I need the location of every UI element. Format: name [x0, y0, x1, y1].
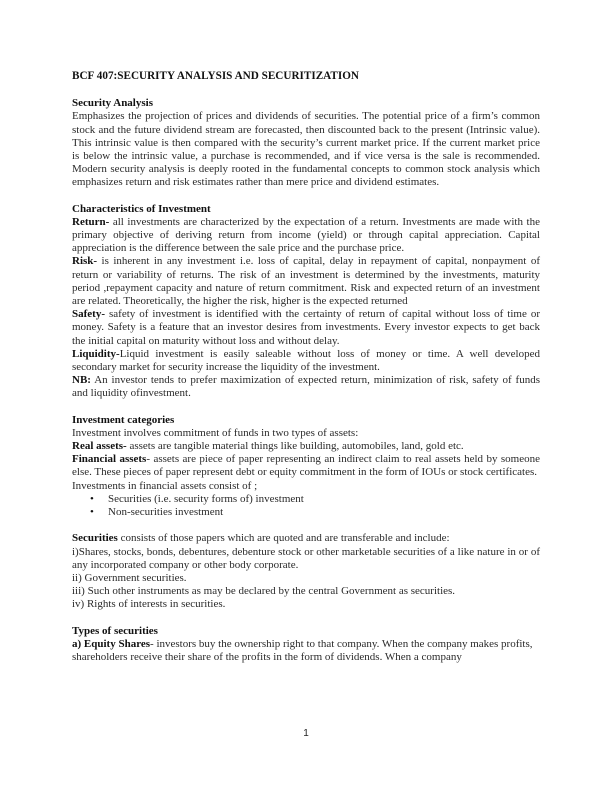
section-types-of-securities: [72, 625, 540, 665]
definition: is inherent in any investment i.e. loss of capital, delay in repayment of capital, nonpayment of return or variability of returns. The risk of an investment is determined by the investments, maturity period ,repayment capacity and nature of return commitment. Risk and expected return of an investment are related. Theoretically, the higher the risk, higher is the expected returned: [72, 255, 540, 308]
page-number: 1: [303, 728, 309, 739]
term: Liquidity-: [72, 347, 120, 360]
securities-intro: [72, 532, 540, 545]
characteristic-return: [72, 216, 540, 256]
section-heading: Investment categories: [72, 413, 175, 426]
definition: An investor tends to prefer maximization of expected return, minimization of risk, safety of funds and liquidity ofinvestment.: [72, 374, 540, 400]
term: Real assets-: [72, 440, 127, 453]
section-security-analysis: [72, 97, 540, 189]
section-heading: Characteristics of Investment: [72, 202, 211, 215]
term: Financial assets: [72, 453, 147, 466]
equity-shares: [72, 638, 540, 664]
securities-item: iii) Such other instruments as may be declared by the central Government as securities.: [72, 585, 456, 598]
term: Risk-: [72, 255, 98, 268]
section-heading: Security Analysis: [72, 97, 153, 110]
section-investment-categories: [72, 414, 540, 520]
paragraph: Emphasizes the projection of prices and dividends of securities. The potential price of a firm’s common stock and the future dividend stream are forecasted, then discounted back to the present (Intrinsic value). This intrinsic value is then compared with the security’s current market price. If the current market price is below the intrinsic value, a purchase is recommended, and if vice versa is the sale is recommended. Modern security analysis is deeply rooted in the fundamental concepts to common stock analysis which emphasizes return and risk estimates rather than mere price and dividend estimates.: [72, 110, 540, 189]
characteristic-risk: [72, 255, 540, 308]
definition: consists of those papers which are quoted and are transferable and include:: [117, 532, 450, 545]
note: [72, 374, 540, 400]
characteristic-liquidity: [72, 348, 540, 374]
paragraph: Investment involves commitment of funds in two types of assets:: [72, 426, 359, 439]
term: a) Equity Shares: [72, 637, 151, 650]
bullet-item: • Securities (i.e. security forms of) investment: [90, 493, 540, 506]
section-characteristics: [72, 203, 540, 401]
term: NB:: [72, 374, 91, 387]
paragraph: Investments in financial assets consist of ;: [72, 479, 258, 492]
document-page: [72, 70, 540, 677]
definition: safety of investment is identified with the certainty of return of capital without loss of time or money. Safety is a feature that an investor desires from investments. Every investor expects to get back the initial capital on maturity without loss and without delay.: [72, 308, 540, 347]
section-securities: [72, 532, 540, 611]
securities-item: i)Shares, stocks, bonds, debentures, debenture stock or other marketable securities of a like nature in or of any incorporated company or other body corporate.: [72, 545, 540, 571]
section-heading: Types of securities: [72, 624, 158, 637]
document-title: BCF 407:SECURITY ANALYSIS AND SECURITIZATION: [72, 70, 360, 82]
definition: Liquid investment is easily saleable without loss of money or time. A well developed secondary market for security increase the liquidity of the investment.: [72, 347, 540, 374]
real-assets: [72, 440, 540, 453]
term: Securities: [72, 532, 118, 545]
securities-item: iv) Rights of interests in securities.: [72, 598, 226, 611]
financial-assets: [72, 453, 540, 479]
definition: all investments are characterized by the expectation of a return. Investments are made with the primary objective of deriving return from income (yield) or through capital appreciation. Capital appreciation is the difference between the sale price and the purchase price.: [72, 215, 540, 255]
bullet-item: • Non-securities investment: [90, 506, 540, 519]
term: Return-: [72, 215, 110, 228]
definition: - investors buy the ownership right to that company. When the company makes profits, shareholders receive their share of the profits in the form of dividends. When a company: [72, 637, 533, 663]
definition: assets are tangible material things like building, automobiles, land, gold etc.: [126, 440, 464, 453]
bullet-list: [72, 493, 540, 519]
term: Safety-: [72, 308, 105, 321]
securities-item: ii) Government securities.: [72, 571, 187, 584]
definition: - assets are piece of paper representing an indirect claim to real assets held by someone else. These pieces of paper represent debt or equity commitment in the form of IOUs or stock certificates.: [72, 453, 540, 479]
characteristic-safety: [72, 308, 540, 348]
